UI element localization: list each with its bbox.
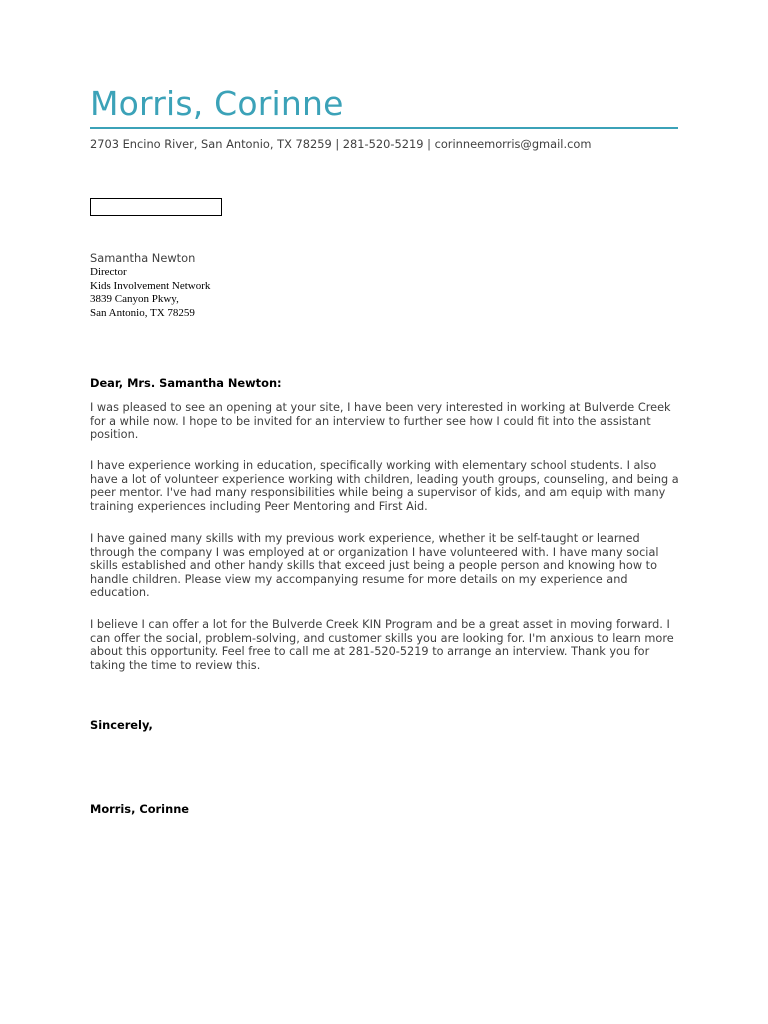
recipient-address-block [90,251,210,320]
sender-contact-info: 2703 Encino River, San Antonio, TX 78259 | 281-520-5219 | corinneemorris@gmail.com [90,137,592,151]
closing: Sincerely, [90,718,153,732]
recipient-title: Director [90,266,127,278]
sender-name: Morris, Corinne [90,84,344,123]
recipient-name: Samantha Newton [90,251,196,265]
recipient-city-state-zip: San Antonio, TX 78259 [90,306,195,319]
header-divider [90,127,678,129]
body-paragraph-1: I was pleased to see an opening at your site, I have been very interested in working at Bulverde Creek for a while now. I hope to be invited for an interview to further see how I could fit into the assistant position. [90,401,671,441]
recipient-organization: Kids Involvement Network [90,279,211,292]
signature-name: Morris, Corinne [90,802,190,816]
salutation: Dear, Mrs. Samantha Newton: [90,376,282,390]
recipient-street: 3839 Canyon Pkwy, [90,293,179,305]
body-paragraph-2: I have experience working in education, specifically working with elementary school students. I also have a lot of volunteer experience working with children, leading youth groups, counseling, and being a peer mentor. I've had many responsibilities while being a supervisor of kids, and am equip with many training experiences including Peer Mentoring and First Aid. [90,459,679,513]
body-paragraph-3: I have gained many skills with my previous work experience, whether it be self-taught or learned through the company I was employed at or organization I have volunteered with. I have many social skills established and other handy skills that exceed just being a people person and knowing how to handle children. Please view my accompanying resume for more details on my experience and education. [90,532,659,599]
body-paragraph-4: I believe I can offer a lot for the Bulverde Creek KIN Program and be a great asset in moving forward. I can offer the social, problem-solving, and customer skills you are looking for. I'm anxious to learn more about this opportunity. Feel free to call me at 281-520-5219 to arrange an interview. Thank you for taking the time to review this. [90,618,674,672]
date-field[interactable] [90,198,222,216]
